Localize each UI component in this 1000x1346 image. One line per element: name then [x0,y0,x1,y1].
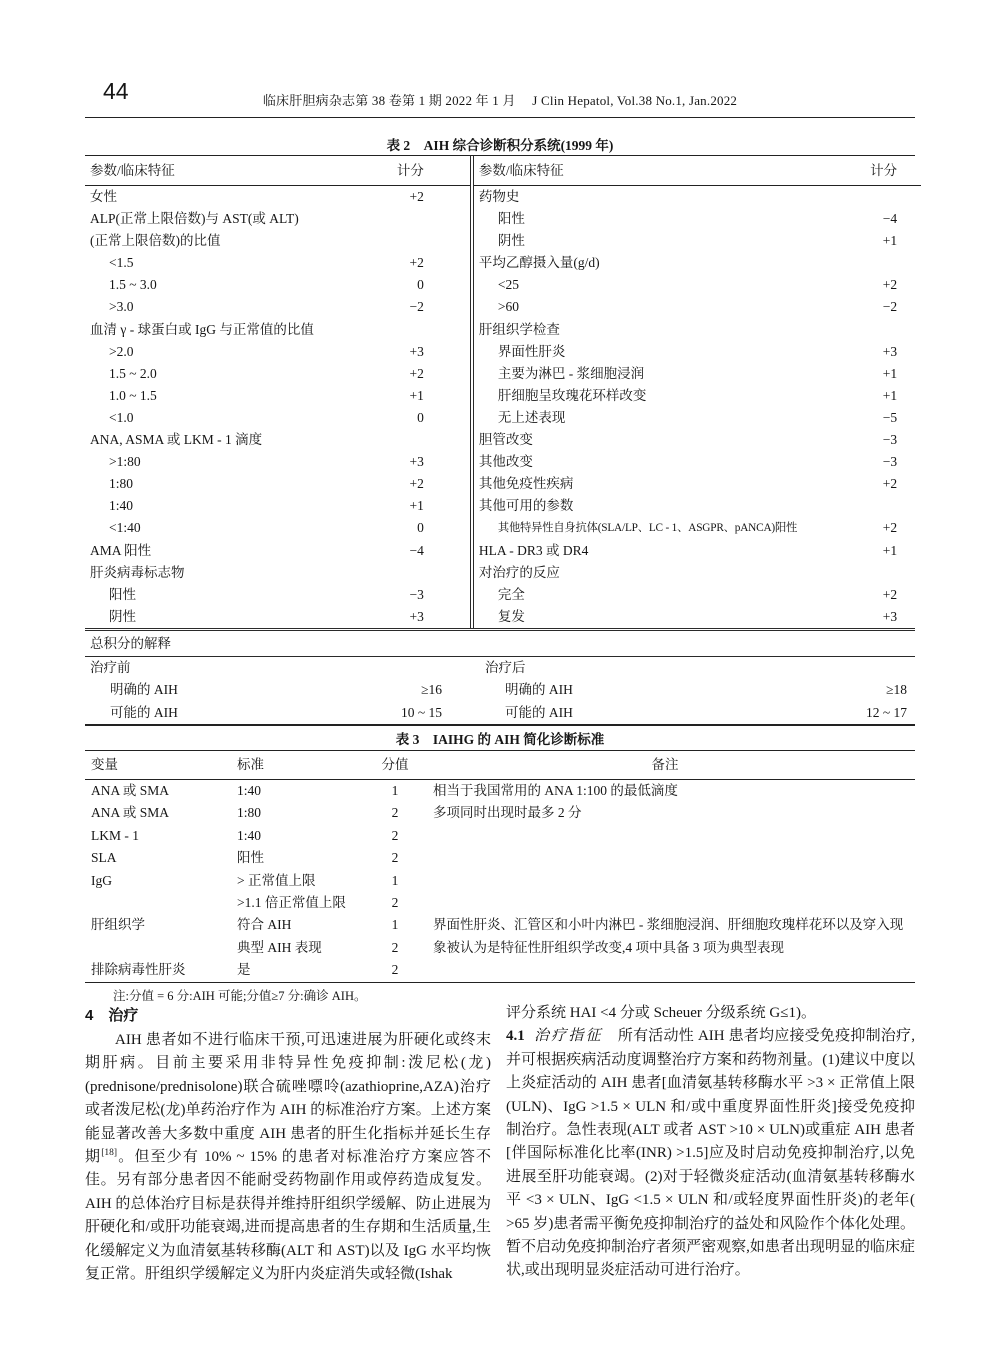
summary-label: 明确的 AIH [110,682,178,698]
row-score: +2 [882,520,898,536]
section-title: 治疗 [108,1007,139,1024]
table-row [474,363,921,385]
table2-right-half [473,156,921,628]
row-label: ANA, ASMA 或 LKM - 1 滴度 [90,432,263,448]
cell-remark [415,892,915,914]
row-label: >2.0 [109,343,134,359]
row-label: 无上述表现 [497,409,566,425]
cell-variable: ANA 或 SMA [91,783,170,798]
cell-criteria: 1:80 [237,805,262,821]
cell-criteria: 阳性 [237,850,264,866]
row-score: +1 [409,387,424,403]
row-score: 0 [417,520,424,536]
row-score [797,252,921,274]
row-label: (正常上限倍数)的比值 [90,233,221,249]
table-row [85,407,470,429]
cell-points: 2 [391,894,399,910]
summary-header-row [85,657,915,680]
subsection-number: 4.1 [506,1028,525,1045]
row-label: 肝细胞呈玫瑰花环样改变 [497,387,647,403]
row-label: AMA 阳性 [90,542,152,558]
row-score: +2 [882,476,898,492]
table-row [474,385,921,407]
table-row [85,584,470,606]
row-score [797,562,921,584]
table-row [85,296,470,318]
table3-header-row [85,751,915,780]
row-score [797,319,921,341]
table-row [85,780,915,802]
row-score [314,319,470,341]
table-row [85,892,915,914]
row-label: 阴性 [109,608,136,624]
column-header-score: 计分 [396,163,424,178]
table-row [474,429,921,451]
cell-variable [85,937,237,959]
row-label: 1:40 [109,498,134,514]
column-header-variable: 变量 [91,757,118,772]
table-row [85,540,470,562]
row-label: 阳性 [497,211,525,227]
cell-remark: 相当于我国常用的 ANA 1:100 的最低滴度 [433,783,678,798]
table2-left-rows [85,186,470,628]
cell-points: 2 [391,962,399,978]
cell-variable: IgG [91,872,112,888]
cell-criteria: 是 [237,962,251,978]
column-header-criteria: 标准 [237,757,264,772]
table-row [474,517,921,539]
row-label: 肝组织学检查 [478,321,560,337]
cell-remark: 多项同时出现时最多 2 分 [433,805,582,821]
table-row [85,847,915,869]
table-row [85,252,470,274]
post-treatment-label: 治疗后 [485,659,526,675]
row-label: 其他免疫性疾病 [478,476,574,492]
cell-remark [415,847,915,869]
cell-criteria: 符合 AIH [237,917,292,933]
row-label: 其他可用的参数 [478,498,574,514]
paragraph [85,1029,491,1286]
column-header-points: 分值 [381,757,409,772]
row-score: −4 [882,211,898,227]
table-row [85,230,470,252]
paragraph-continuation: 评分系统 HAI <4 分或 Scheuer 分级系统 G≤1)。 [506,1005,816,1021]
row-label: HLA - DR3 或 DR4 [478,542,589,558]
summary-label: 明确的 AIH [505,682,573,698]
table-row [474,252,921,274]
paragraph-text: 。但至少有 10% ~ 15% 的患者对标准治疗方案应答不佳。另有部分患者因不能耐受药物副作用或停药造成复发。AIH 的总体治疗目标是获得并维持肝组织学缓解、防止进展为肝硬化和/或肝功能衰竭,进而提高患者的生存期和生活质量,生化缓解定义为血清氨基转移酶(ALT 和 AST)以及 IgG 水平均恢复正常。肝组织学缓解定义为肝内炎症消失或轻微(Ishak [85,1149,491,1283]
row-label: 女性 [90,189,117,204]
cell-criteria: 典型 AIH 表现 [237,939,322,955]
cell-criteria: > 正常值上限 [237,872,316,888]
cell-variable: 排除病毒性肝炎 [91,962,186,978]
table-row [474,274,921,296]
table3-title: 表 3 IAIHG 的 AIH 简化诊断标准 [395,732,605,747]
summary-label: 可能的 AIH [505,704,573,720]
column-header-param: 参数/临床特征 [478,163,564,178]
paragraph-text: AIH 患者如不进行临床干预,可迅速进展为肝硬化或终末期肝病。目前主要采用非特异性免疫抑制:泼尼松(龙)(prednisone/prednisolone)联合硫唑嘌呤(azathioprine,AZA)治疗或者泼尼松(龙)单药治疗作为 AIH 的标准治疗方案。上述方案能显著改善大多数中重度 AIH 患者的肝生化指标并延长生存期 [85,1032,491,1166]
row-label: 肝炎病毒标志物 [90,564,185,580]
table-row [474,540,921,562]
table-row [85,517,470,539]
table-row [474,296,921,318]
table-row [85,363,470,385]
cell-variable [85,892,237,914]
row-label: 药物史 [478,189,520,204]
row-score [314,429,470,451]
row-score [797,186,921,208]
row-label: 界面性肝炎 [497,343,566,359]
cell-criteria: 1:40 [237,783,262,798]
cell-points: 2 [391,805,399,821]
table-row [85,274,470,296]
table2-left-header [85,156,470,186]
table-row [85,473,470,495]
cell-remark [415,825,915,847]
row-score: +2 [409,189,424,204]
table3-rows [85,780,915,982]
column-header-remark: 备注 [651,757,679,772]
table3 [85,750,915,983]
row-score: −2 [882,299,898,315]
table-row [85,562,470,584]
summary-label: 可能的 AIH [110,704,178,720]
row-score: 0 [417,409,424,425]
row-label: 平均乙醇摄入量(g/d) [478,255,600,271]
row-label: >1:80 [109,454,141,470]
row-label: <1.5 [109,255,134,271]
row-label: <25 [497,277,519,293]
summary-row [85,702,915,725]
cell-points: 1 [391,872,399,888]
row-score: −2 [409,299,424,315]
row-score: +3 [882,343,898,359]
table-row [85,186,470,208]
summary-title: 总积分的解释 [85,631,915,657]
table3-note: 注:分值 = 6 分:AIH 可能;分值≥7 分:确诊 AIH。 [113,989,367,1003]
citation-superscript: [18] [101,1148,118,1159]
table-row [85,825,915,847]
cell-points: 1 [391,917,399,933]
text-column-right [506,1002,915,1283]
row-score [314,208,470,230]
row-label: <1.0 [109,409,134,425]
row-score: +2 [882,586,898,602]
row-label: 1.5 ~ 2.0 [109,365,157,381]
table-row [474,562,921,584]
text-column-left [85,1002,491,1286]
subsection-title: 治疗指征 [533,1028,603,1045]
row-score: +3 [882,608,898,624]
table-row [474,208,921,230]
row-score: +2 [882,277,898,293]
row-score: +1 [882,365,898,381]
row-score: +3 [409,608,424,624]
row-score: +1 [882,233,898,249]
cell-variable: 肝组织学 [91,917,145,933]
row-score: +2 [409,365,424,381]
table-row [85,429,470,451]
row-score: −3 [882,454,898,470]
summary-value: ≥16 [421,682,442,698]
row-score [314,562,470,584]
table-row [474,606,921,628]
table-row [85,208,470,230]
cell-remark [415,870,915,892]
journal-header: 临床肝胆病杂志第 38 卷第 1 期 2022 年 1 月 J Clin Hepatol, Vol.38 No.1, Jan.2022 [262,93,738,108]
cell-points: 2 [391,827,399,843]
row-label: 1:80 [109,476,134,492]
row-score: −3 [882,432,898,448]
row-label: ALP(正常上限倍数)与 AST(或 ALT) [90,211,299,227]
page-number: 44 [103,78,129,104]
table-row [474,407,921,429]
row-label: 完全 [497,586,525,602]
table-row [85,495,470,517]
column-header-param: 参数/临床特征 [90,163,175,178]
paragraph-text: 所有活动性 AIH 患者均应接受免疫抑制治疗,并可根据疾病活动度调整治疗方案和药物剂量。(1)建议中度以上炎症活动的 AIH 患者[血清氨基转移酶水平 >3 × 正常值上限(ULN)、IgG >1.5 × ULN 和/或中重度界面性肝炎]接受免疫抑制治疗。急性表现(ALT 或者 AST >10 × ULN)或重症 AIH 患者[伴国际标准化比率(INR) >1.5]应及时启动免疫抑制治疗,以免进展至肝功能衰竭。(2)对于轻微炎症活动(血清氨基转移酶水平 <3 × ULN、IgG <1.5 × ULN 和/或轻度界面性肝炎)的老年( >65 岁)患者需平衡免疫抑制治疗的益处和风险作个体化处理。暂不启动免疫抑制治疗者须严密观察,如患者出现明显的临床症状,或出现明显炎症活动可进行治疗。 [506,1028,915,1279]
table-row [474,341,921,363]
section-number: 4 [85,1007,94,1024]
table2-title: 表 2 AIH 综合诊断积分系统(1999 年) [386,138,614,153]
summary-value: 10 ~ 15 [400,704,442,720]
table-row [85,914,915,936]
cell-remark [415,959,915,981]
pre-treatment-label: 治疗前 [90,659,131,675]
table-row [85,451,470,473]
cell-points: 2 [391,939,399,955]
table-row [85,870,915,892]
row-label: 血清 γ - 球蛋白或 IgG 与正常值的比值 [90,321,314,337]
row-score: 0 [417,277,424,293]
table-row [85,606,470,628]
summary-row [85,679,915,702]
row-label: 其他改变 [478,454,533,470]
cell-points: 2 [391,850,399,866]
table-row [85,959,915,981]
row-score: +3 [409,343,424,359]
cell-points: 1 [391,783,399,798]
table-row [85,385,470,407]
row-score: −3 [409,586,424,602]
row-label: >60 [497,299,519,315]
row-label: 1.5 ~ 3.0 [109,277,157,293]
table-row [474,584,921,606]
cell-remark: 象被认为是特征性肝组织学改变,4 项中具备 3 项为典型表现 [433,939,784,955]
cell-criteria: >1.1 倍正常值上限 [237,894,346,910]
table2-right-rows [474,186,921,628]
cell-variable: SLA [91,850,117,866]
cell-variable: ANA 或 SMA [91,805,170,821]
row-label: 胆管改变 [478,432,533,448]
row-label: 阴性 [497,233,525,249]
paragraph [506,1025,915,1282]
table-row [474,319,921,341]
cell-remark: 界面性肝炎、汇管区和小叶内淋巴 - 浆细胞浸润、肝细胞玫瑰样花环以及穿入现 [433,917,904,933]
row-label: 阳性 [109,586,136,602]
row-score: +3 [409,454,424,470]
cell-criteria: 1:40 [237,827,262,843]
row-label: 复发 [497,608,525,624]
table-row [85,341,470,363]
table2-summary [85,628,915,725]
row-label: 1.0 ~ 1.5 [109,387,157,403]
row-score: +1 [882,387,898,403]
table2-left-half [85,156,471,628]
column-header-score: 计分 [870,163,898,178]
table2 [85,155,915,726]
row-score: −4 [409,542,424,558]
row-score: +2 [409,255,424,271]
table-row [474,451,921,473]
row-score: +1 [409,498,424,514]
row-score [797,495,921,517]
row-score: +2 [409,476,424,492]
table-row [85,319,470,341]
row-score [314,230,470,252]
summary-value: 12 ~ 17 [865,704,907,720]
table2-columns [85,156,915,628]
table2-right-header [474,156,921,186]
table-row [474,186,921,208]
table-row [85,937,915,959]
cell-variable: LKM - 1 [91,827,139,843]
table-row [85,802,915,824]
row-score: +1 [882,542,898,558]
row-label: 对治疗的反应 [478,564,560,580]
section-heading [85,1002,491,1029]
table-row [474,473,921,495]
table-row [474,495,921,517]
header-rule [85,117,915,118]
row-label: 其他特异性自身抗体(SLA/LP、LC - 1、ASGPR、pANCA)阳性 [497,522,798,535]
row-score: −5 [882,409,898,425]
row-label: 主要为淋巴 - 浆细胞浸润 [497,365,645,381]
row-label: <1:40 [109,520,141,536]
row-label: >3.0 [109,299,134,315]
summary-value: ≥18 [886,682,907,698]
table-row [474,230,921,252]
